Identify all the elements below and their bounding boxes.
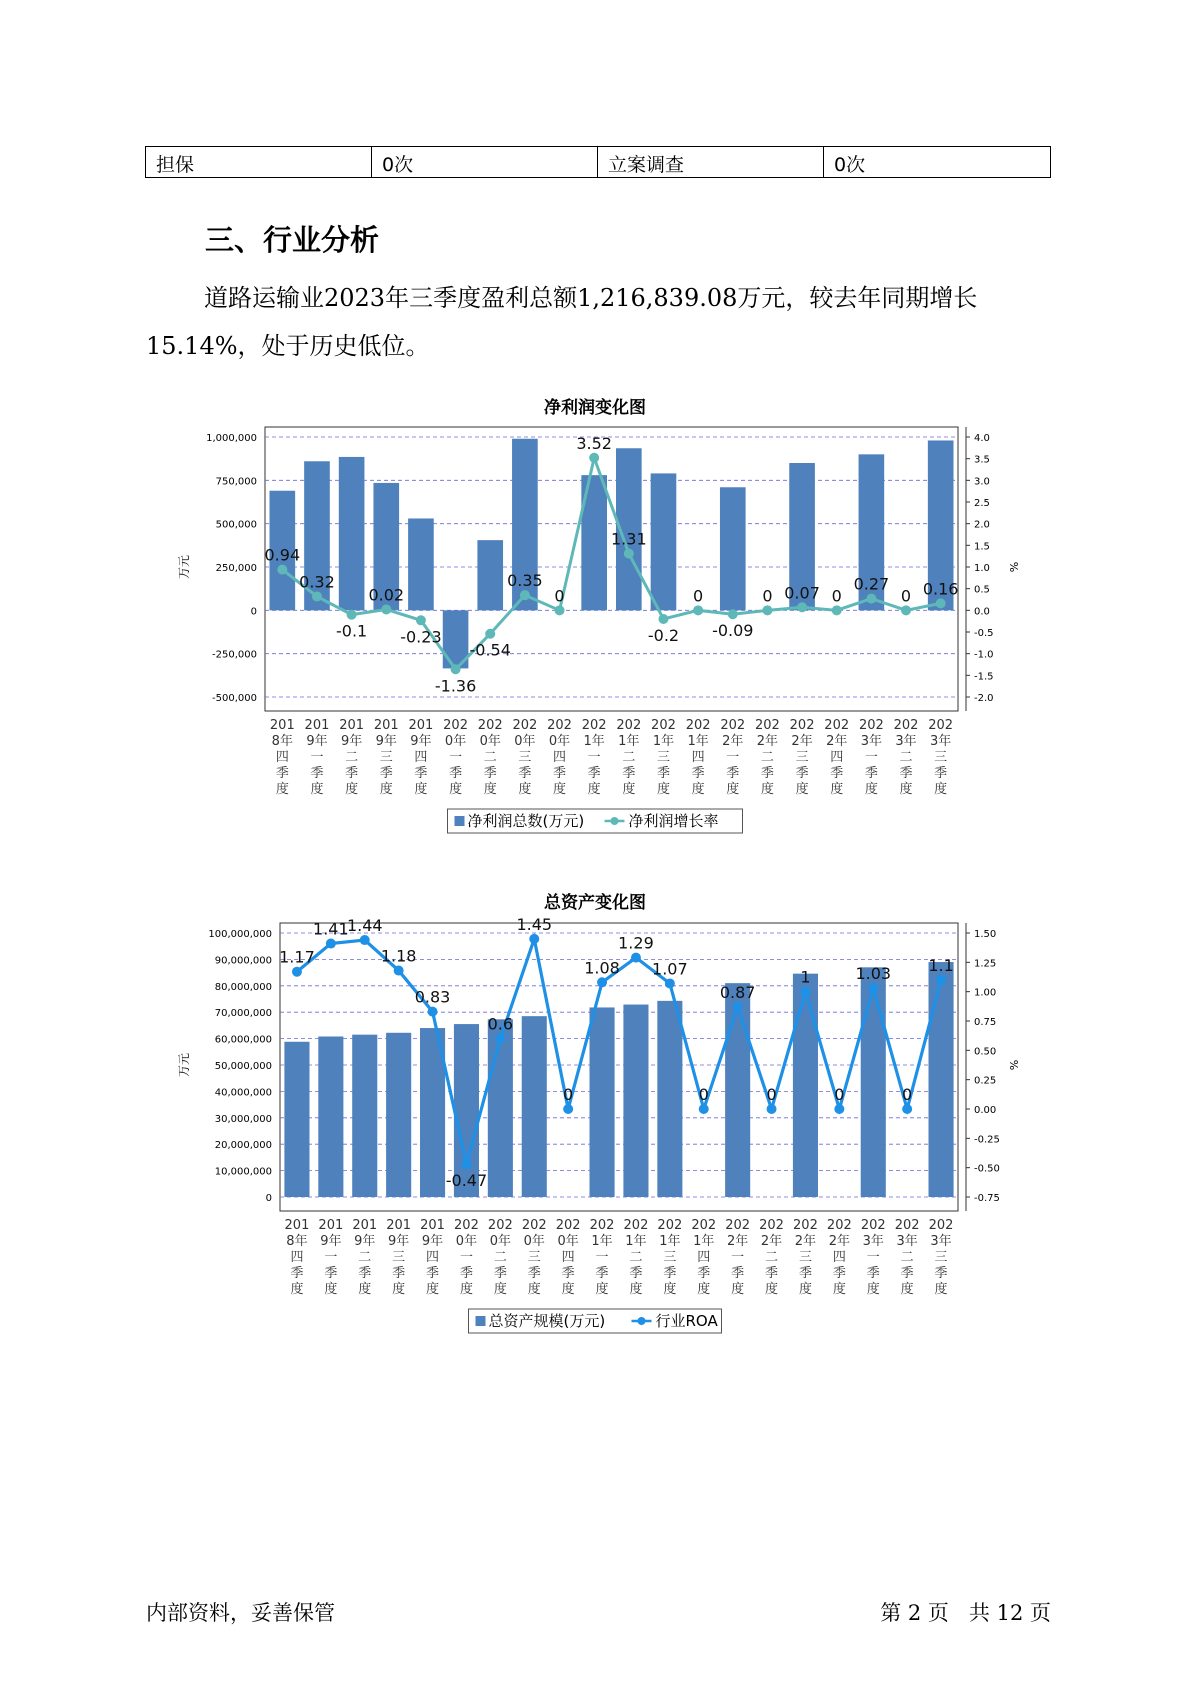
data-label: 0.07 [784,583,820,603]
bar [929,962,954,1197]
y-tick-label: 500,000 [215,519,257,531]
bar [386,1033,411,1197]
bar [725,983,750,1197]
data-label: 1 [800,967,811,987]
line-point [428,1007,438,1017]
y2-tick-label: 0.5 [974,584,990,596]
x-tick-label: 202 0年一季度 [443,718,468,797]
line-point [834,1104,844,1114]
bar [861,967,886,1197]
legend-line-marker [611,817,619,825]
line-point [866,594,876,604]
line-point [563,1104,573,1114]
x-tick-label: 202 0年三季度 [521,1218,547,1297]
line-point [797,602,807,612]
bar [408,518,434,610]
y2-tick-label: 2.5 [974,498,990,509]
net-profit-chart-svg [0,385,1191,855]
x-tick-label: 202 0年二季度 [477,718,503,797]
y-tick-label: 40,000,000 [214,1087,272,1099]
data-label: 1.03 [855,964,892,984]
bar [477,540,503,610]
data-label: 0 [698,1085,709,1104]
footer-right: 第 2 页 共 12 页 [880,1601,1051,1625]
x-tick-label: 202 2年三季度 [793,1218,818,1297]
x-tick-label: 202 0年一季度 [454,1218,479,1297]
x-tick-label: 202 1年四季度 [685,718,711,797]
y2-tick-label: 0.50 [974,1046,997,1058]
x-tick-label: 201 9年三季度 [386,1218,412,1297]
y-tick-label: 0 [265,1193,272,1204]
line-point [733,1002,743,1012]
data-label: 1.44 [346,916,383,936]
total-assets-chart-svg [0,885,1191,1355]
bar [339,457,365,610]
y-tick-label: 750,000 [215,476,257,488]
line-point [624,549,634,559]
line-point [326,939,336,949]
x-tick-label: 201 9年一季度 [304,718,330,797]
data-label: -0.23 [400,627,442,647]
table-cell: 0次 [824,147,1051,178]
line-point [902,1104,912,1114]
data-label: 0 [693,586,704,606]
data-label: 0 [762,586,773,606]
line-point [832,605,842,615]
y-tick-label: 80,000,000 [214,981,272,993]
data-label: -1.36 [434,676,477,696]
bar [522,1016,547,1197]
line-point [485,629,495,639]
y2-tick-label: 1.5 [974,541,990,553]
line-point [520,590,530,600]
line-point [597,977,607,987]
x-tick-label: 202 2年三季度 [789,718,815,797]
x-tick-label: 201 9年四季度 [420,1218,445,1297]
line-point [936,598,946,608]
bar [590,1007,615,1197]
x-tick-label: 202 1年二季度 [616,718,642,797]
y-tick-label: 100,000,000 [208,929,272,940]
y2-tick-label: -1.0 [974,649,994,661]
y2-tick-label: 1.50 [974,929,997,940]
line-point [381,604,391,614]
y-tick-label: 20,000,000 [214,1140,272,1152]
data-label: -0.09 [712,621,754,641]
data-label: 0 [902,1085,913,1104]
data-label: -0.1 [336,621,368,641]
y2-axis-title: % [1007,561,1020,573]
y2-axis-title: % [1007,1059,1020,1071]
y-tick-label: 0 [250,606,257,618]
line-point [631,953,641,963]
x-tick-label: 202 3年一季度 [860,1218,886,1297]
x-tick-label: 202 0年四季度 [555,1218,581,1297]
line-point [394,966,404,976]
legend-bar-label: 净利润总数(万元) [467,812,585,830]
line-point [529,934,539,944]
line-point [312,591,322,601]
y2-tick-label: 0.25 [974,1075,997,1087]
section-title: 三、行业分析 [205,223,380,257]
y2-tick-label: 1.0 [974,563,990,574]
x-tick-label: 202 2年四季度 [824,718,850,797]
x-tick-label: 202 1年一季度 [589,1218,615,1297]
legend-line-marker [638,1317,646,1325]
line-point [277,565,287,575]
y2-tick-label: -0.50 [974,1163,1000,1175]
data-label: 0 [900,586,912,606]
y2-tick-label: -2.0 [974,693,994,704]
data-label: 3.52 [576,433,612,453]
data-label: 1.31 [611,529,647,549]
x-tick-label: 202 3年一季度 [858,718,884,797]
y-tick-label: 70,000,000 [214,1008,272,1020]
bar [352,1035,377,1197]
data-label: 1.08 [584,958,620,978]
y2-tick-label: 0.00 [974,1105,997,1116]
x-tick-label: 202 0年二季度 [487,1218,513,1297]
legend-bar-label: 总资产规模(万元) [488,1312,606,1330]
data-label: -0.54 [469,640,511,660]
data-label: 1.29 [618,933,654,953]
data-label: 0 [766,1085,777,1104]
data-label: 1.18 [380,946,417,966]
y-tick-label: -250,000 [212,649,257,661]
y-tick-label: 30,000,000 [214,1113,272,1125]
x-tick-label: 201 9年二季度 [352,1218,378,1297]
y-tick-label: 50,000,000 [214,1061,272,1072]
data-label: 0.27 [853,574,890,594]
data-label: 0.16 [922,579,959,599]
info-table [145,146,1051,178]
line-point [347,610,357,620]
table-cell: 立案调查 [598,147,824,178]
data-label: 0.6 [487,1014,514,1034]
line-point [936,975,946,985]
line-point [693,605,703,615]
bar [488,1019,513,1197]
x-tick-label: 202 3年三季度 [928,1218,954,1297]
x-tick-label: 202 1年四季度 [691,1218,717,1297]
y2-tick-label: 1.00 [974,987,997,999]
y2-tick-label: -0.75 [974,1193,1000,1204]
x-tick-label: 202 2年四季度 [826,1218,852,1297]
y2-tick-label: 0.75 [974,1017,997,1028]
bar [623,1005,648,1197]
data-label: 0 [563,1085,574,1104]
y-tick-label: 90,000,000 [214,955,272,967]
line-point [658,614,668,624]
x-tick-label: 202 0年三季度 [512,718,538,797]
line-point [665,978,675,988]
y2-tick-label: 4.0 [974,433,990,444]
footer-left: 内部资料，妥善保管 [146,1601,335,1625]
plot-frame [265,427,958,711]
legend-bar-swatch [476,1316,486,1326]
x-tick-label: 202 1年三季度 [657,1218,683,1297]
x-tick-label: 202 2年二季度 [755,718,780,797]
line-point [360,935,370,945]
data-label: -0.47 [445,1171,488,1191]
line-point [767,1104,777,1114]
legend-bar-swatch [455,816,465,826]
line-point [495,1034,505,1044]
x-tick-label: 201 9年二季度 [339,718,365,797]
data-label: 0.32 [299,572,335,592]
data-label: 1.17 [279,947,315,967]
bar [793,974,818,1197]
data-label: -0.2 [647,626,680,645]
y2-tick-label: 3.0 [974,476,990,488]
data-label: 0.35 [507,571,543,591]
x-tick-label: 202 3年二季度 [894,1218,920,1297]
y2-tick-label: -0.5 [974,628,994,639]
line-point [800,987,810,997]
total-assets-chart [0,885,1191,1355]
y-axis-title: 万元 [177,554,191,580]
table-row [146,147,1051,178]
data-label: 0 [834,1085,845,1104]
x-tick-label: 201 9年四季度 [408,718,434,797]
x-tick-label: 202 1年一季度 [581,718,607,797]
bar [318,1036,343,1197]
x-tick-label: 202 1年二季度 [623,1218,649,1297]
x-tick-label: 202 2年一季度 [725,1218,751,1297]
x-tick-label: 201 9年一季度 [318,1218,344,1297]
table-cell: 0次 [372,147,598,178]
line-point [699,1104,709,1114]
y-tick-label: -500,000 [212,693,257,704]
y2-tick-label: 1.25 [974,958,997,970]
x-tick-label: 202 3年三季度 [928,718,954,797]
data-label: 0.02 [368,585,405,605]
bar [651,473,677,610]
x-tick-label: 202 0年四季度 [547,718,572,797]
line-point [555,605,565,615]
line-point [589,453,599,463]
bar [720,487,746,610]
data-label: 0.94 [264,545,301,565]
table-cell: 担保 [146,147,372,178]
y-tick-label: 10,000,000 [214,1166,272,1178]
legend-line-label: 净利润增长率 [628,812,719,830]
x-tick-label: 202 1年三季度 [651,718,676,797]
body-paragraph: 道路运输业2023年三季度盈利总额1,216,839.08万元，较去年同期增长15.14%，处于历史低位。 [146,284,978,360]
data-label: 1.41 [313,919,349,939]
data-label: 0.83 [414,987,451,1007]
data-label: 1.45 [516,914,553,934]
line-point [461,1159,471,1169]
data-label: 1.07 [652,959,688,979]
y2-tick-label: 3.5 [974,454,990,466]
line-point [901,605,911,615]
y2-tick-label: 0.0 [974,606,990,618]
line-point [451,664,461,674]
y-tick-label: 250,000 [215,563,257,574]
y2-tick-label: -0.25 [974,1134,1000,1146]
data-label: 0 [831,586,842,606]
x-tick-label: 202 2年一季度 [720,718,746,797]
x-tick-label: 201 8年四季度 [284,1218,310,1297]
y-axis-title: 万元 [177,1052,191,1078]
line-point [868,983,878,993]
x-tick-label: 202 3年二季度 [893,718,919,797]
y-tick-label: 1,000,000 [206,433,257,444]
line-point [292,967,302,977]
chart-title: 总资产变化图 [544,893,646,913]
line-point [728,609,738,619]
bar [284,1042,309,1197]
x-tick-label: 202 2年二季度 [759,1218,784,1297]
y2-tick-label: -1.5 [974,671,994,683]
bar [657,1001,682,1197]
data-label: 1.1 [928,955,954,975]
line-point [416,615,426,625]
y-tick-label: 60,000,000 [214,1034,272,1046]
data-label: 0 [554,586,565,606]
net-profit-chart [0,385,1191,855]
line-point [762,605,772,615]
legend-line-label: 行业ROA [655,1312,718,1330]
y2-tick-label: 2.0 [974,519,990,531]
data-label: 0.87 [719,982,756,1002]
x-tick-label: 201 9年三季度 [373,718,399,797]
chart-title: 净利润变化图 [544,398,646,418]
x-tick-label: 201 8年四季度 [269,718,295,797]
